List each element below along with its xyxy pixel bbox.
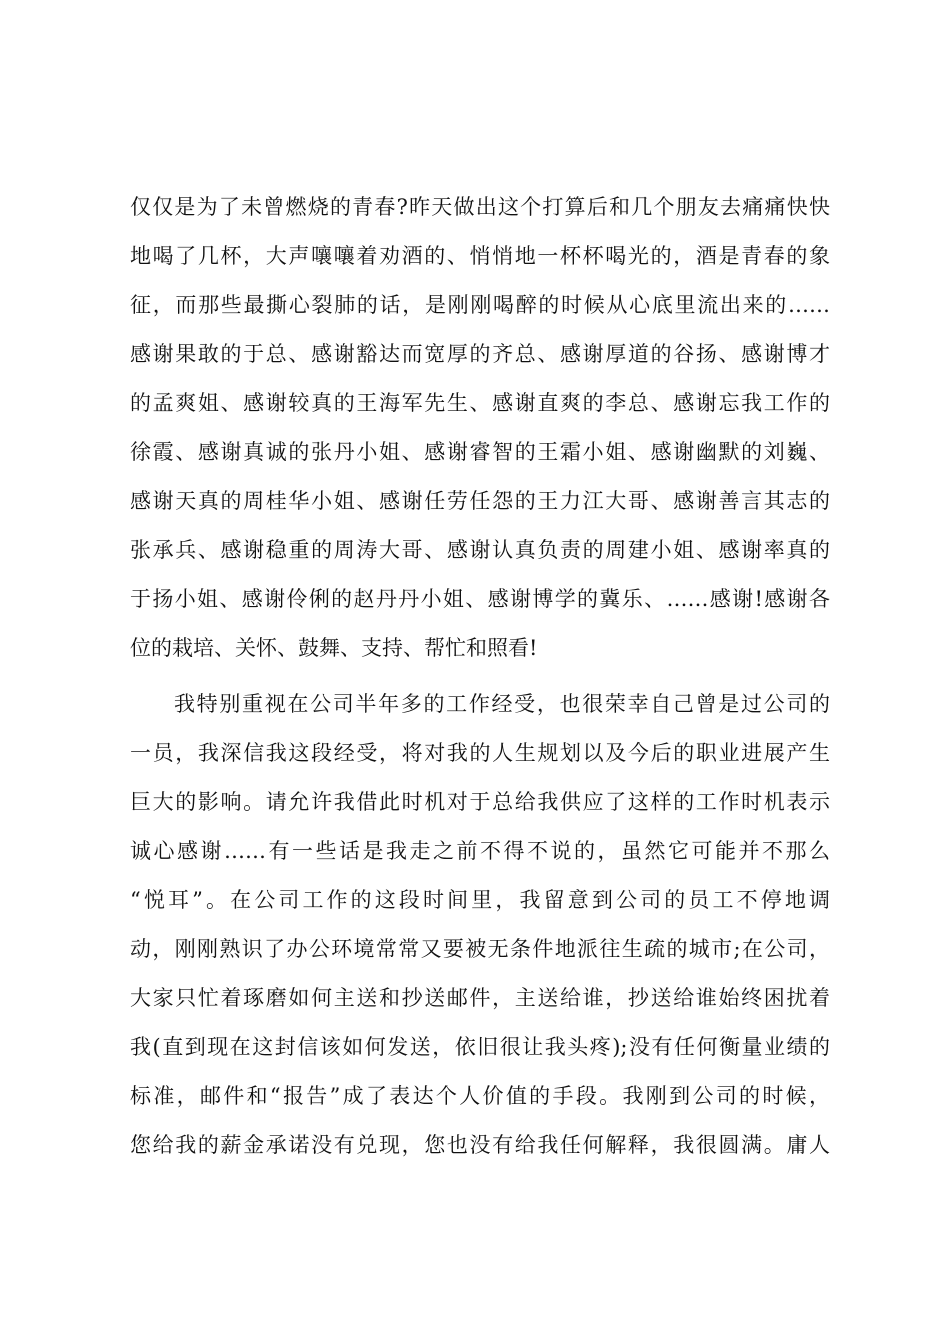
text-line: 我(直到现在这封信该如何发送，依旧很让我头疼);没有任何衡量业绩的 — [130, 1035, 830, 1059]
text-line: 感谢果敢的于总、感谢豁达而宽厚的齐总、感谢厚道的谷扬、感谢博才 — [130, 342, 830, 366]
text-line: 巨大的影响。请允许我借此时机对于总给我供应了这样的工作时机表示 — [130, 790, 830, 814]
text-line: 张承兵、感谢稳重的周涛大哥、感谢认真负责的周建小姐、感谢率真的 — [130, 538, 830, 562]
text-line: 的孟爽姐、感谢较真的王海军先生、感谢直爽的李总、感谢忘我工作的 — [130, 391, 830, 415]
text-line: 征，而那些最撕心裂肺的话，是刚刚喝醉的时候从心底里流出来的…… — [130, 293, 830, 317]
paragraph-gratitude — [130, 183, 830, 673]
text-line: 我特别重视在公司半年多的工作经受，也很荣幸自己曾是过公司的 — [174, 692, 830, 716]
text-line: 一员，我深信我这段经受，将对我的人生规划以及今后的职业进展产生 — [130, 741, 830, 765]
text-line: 仅仅是为了未曾燃烧的青春?昨天做出这个打算后和几个朋友去痛痛快快 — [130, 195, 830, 219]
text-line: 徐霞、感谢真诚的张丹小姐、感谢睿智的王霜小姐、感谢幽默的刘巍、 — [130, 440, 830, 464]
text-line: 感谢天真的周桂华小姐、感谢任劳任怨的王力江大哥、感谢善言其志的 — [130, 489, 830, 513]
text-line: 于扬小姐、感谢伶俐的赵丹丹小姐、感谢博学的冀乐、……感谢!感谢各 — [130, 587, 830, 611]
text-line: “悦耳”。在公司工作的这段时间里，我留意到公司的员工不停地调 — [130, 888, 830, 912]
text-line: 您给我的薪金承诺没有兑现，您也没有给我任何解释，我很圆满。庸人 — [130, 1133, 830, 1157]
text-line: 位的栽培、关怀、鼓舞、支持、帮忙和照看! — [130, 636, 538, 660]
text-line: 诚心感谢……有一些话是我走之前不得不说的，虽然它可能并不那么 — [130, 839, 830, 863]
text-line: 地喝了几杯，大声嚷嚷着劝酒的、悄悄地一杯杯喝光的，酒是青春的象 — [130, 244, 830, 268]
text-line: 大家只忙着琢磨如何主送和抄送邮件，主送给谁，抄送给谁始终困扰着 — [130, 986, 830, 1010]
paragraph-experience — [130, 680, 830, 1170]
text-line: 动，刚刚熟识了办公环境常常又要被无条件地派往生疏的城市;在公司， — [130, 937, 830, 961]
text-line: 标准，邮件和“报告”成了表达个人价值的手段。我刚到公司的时候， — [130, 1084, 830, 1108]
